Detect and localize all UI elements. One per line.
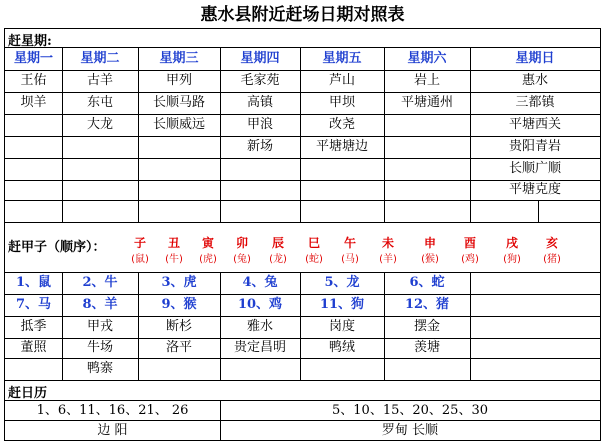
branch-label: 午: [343, 236, 356, 250]
market-cell: 牛场: [86, 340, 113, 355]
market-cell: 洛平: [165, 340, 192, 355]
market-cell: 羡塘: [413, 340, 440, 355]
market-cell: 岗度: [328, 319, 355, 334]
branch-label: 亥: [545, 236, 558, 250]
calendar-place-right: 罗甸 长顺: [381, 423, 439, 438]
market-cell: 大龙: [86, 117, 113, 132]
animal-label: (蛇): [305, 254, 323, 265]
branch-label: 申: [423, 236, 436, 250]
market-cell: 贵定昌明: [233, 340, 286, 355]
weekday-header: 星期三: [159, 51, 199, 66]
market-cell: 岩上: [413, 73, 440, 88]
animal-label: (虎): [199, 254, 217, 265]
animal-label: (兔): [233, 254, 251, 265]
zodiac-cell: 2、牛: [82, 275, 118, 290]
column-divider: [538, 200, 539, 222]
market-cell: 芦山: [328, 73, 355, 88]
animal-label: (龙): [269, 254, 287, 265]
animal-label: (马): [341, 254, 359, 265]
branch-label: 戌: [505, 236, 518, 250]
market-cell: 长顺广顺: [508, 161, 561, 176]
branch-label: 酉: [463, 236, 476, 250]
market-cell: 抵季: [20, 319, 47, 334]
section-jiazi-label: 赶甲子（顺序）：: [8, 240, 106, 255]
branch-label: 子: [133, 236, 146, 250]
zodiac-cell: 11、狗: [319, 297, 365, 312]
market-cell: 毛家苑: [240, 73, 280, 88]
zodiac-cell: 4、兔: [242, 275, 278, 290]
weekday-header: 星期一: [13, 51, 53, 66]
branch-label: 卯: [235, 236, 248, 250]
market-cell: 东屯: [86, 95, 113, 110]
market-cell: 甲戎: [86, 319, 113, 334]
market-cell: 惠水: [521, 73, 548, 88]
divider: [5, 222, 600, 223]
zodiac-cell: 5、龙: [324, 275, 360, 290]
market-cell: 古羊: [86, 73, 113, 88]
animal-label: (狗): [503, 254, 521, 265]
animal-label: (牛): [165, 254, 183, 265]
zodiac-cell: 12、猪: [404, 297, 450, 312]
section-calendar-label: 赶日历: [8, 386, 48, 401]
weekday-header: 星期六: [407, 51, 447, 66]
divider: [5, 200, 600, 201]
page-title: 惠水县附近赶场日期对照表: [200, 5, 405, 25]
market-cell: 断杉: [165, 319, 192, 334]
section-weekday-label: 赶星期:: [8, 34, 52, 49]
market-cell: 平塘塘边: [315, 139, 368, 154]
zodiac-cell: 8、羊: [82, 297, 118, 312]
weekday-header: 星期五: [322, 51, 362, 66]
market-cell: 长顺威远: [152, 117, 205, 132]
market-cell: 王佑: [20, 73, 47, 88]
animal-label: (猪): [543, 254, 561, 265]
market-cell: 改尧: [328, 117, 355, 132]
branch-label: 辰: [271, 236, 284, 250]
divider: [5, 47, 600, 48]
weekday-header: 星期日: [515, 51, 555, 66]
animal-label: (羊): [379, 254, 397, 265]
zodiac-cell: 7、马: [15, 297, 52, 312]
market-cell: 摆金: [413, 319, 440, 334]
animal-label: (猴): [421, 254, 439, 265]
weekday-header: 星期二: [80, 51, 120, 66]
zodiac-cell: 6、蛇: [409, 275, 445, 290]
market-cell: 坝羊: [20, 95, 47, 110]
market-cell: 甲坝: [328, 95, 355, 110]
market-cell: 鸭寨: [86, 361, 113, 376]
zodiac-cell: 10、鸡: [237, 297, 283, 312]
market-cell: 贵阳青岩: [508, 139, 561, 154]
market-cell: 长顺马路: [152, 95, 205, 110]
market-cell: 平塘通州: [400, 95, 453, 110]
market-cell: 平塘克度: [508, 182, 561, 197]
branch-label: 巳: [307, 236, 320, 250]
animal-label: (鼠): [131, 254, 149, 265]
weekday-header: 星期四: [240, 51, 280, 66]
branch-label: 丑: [167, 236, 180, 250]
zodiac-cell: 1、鼠: [15, 275, 52, 290]
market-cell: 高镇: [246, 95, 273, 110]
market-cell: 新场: [246, 139, 273, 154]
calendar-dates-left: 1、6、11、16、21、 26: [36, 403, 189, 418]
market-cell: 甲列: [165, 73, 192, 88]
branch-label: 寅: [201, 236, 214, 250]
market-cell: 董照: [20, 340, 47, 355]
animal-label: (鸡): [461, 254, 479, 265]
market-cell: 甲浪: [246, 117, 273, 132]
branch-label: 未: [381, 236, 394, 250]
calendar-place-left: 边 阳: [97, 423, 128, 438]
calendar-dates-right: 5、10、15、20、25、30: [332, 403, 488, 418]
market-cell: 平塘西关: [508, 117, 561, 132]
market-cell: 雅水: [246, 319, 273, 334]
market-cell: 三都镇: [515, 95, 555, 110]
divider: [5, 380, 600, 381]
zodiac-cell: 3、虎: [161, 275, 197, 290]
zodiac-cell: 9、猴: [161, 297, 197, 312]
market-cell: 鸭绒: [328, 340, 355, 355]
column-divider: [470, 272, 471, 380]
